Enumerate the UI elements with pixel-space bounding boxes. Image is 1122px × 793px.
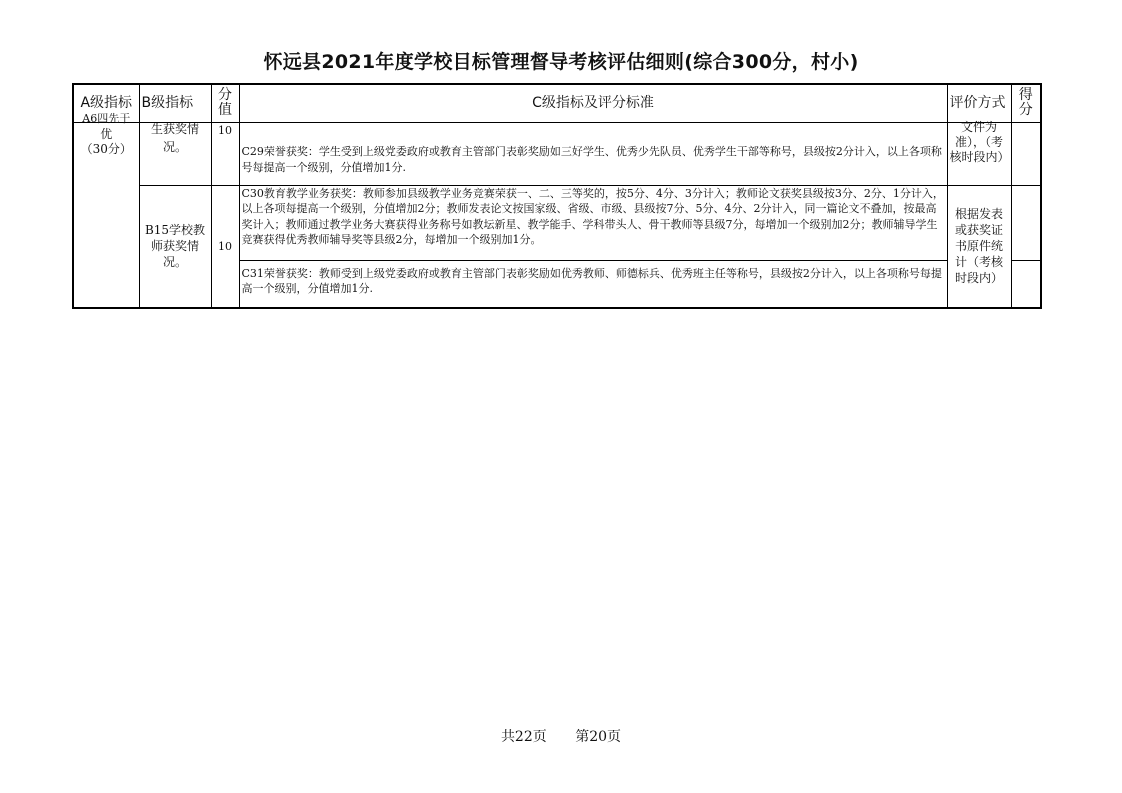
header-c-level: C级指标及评分标准 <box>239 84 947 122</box>
a-level-cell <box>73 111 139 308</box>
c30-text: C30教育教学业务获奖：教师参加县级教学业务竞赛荣获一、二、三等奖的，按5分、4分、3分计入；教师论文获奖县级按3分、2分、1分计入，以上各项每提高一个级别，分值增加2分；教师发表论文按国家级、省级、市级、县级按7分、5分、4分、2分计入，同一篇论文不叠加，按最高奖计入；教师通过教学业务大赛获得业务称号如教坛新星、教学能手、学科带头人、骨干教师等县级7分，每增加一个级别加2分；教师辅导学生竞赛获得优秀教师辅导奖等县级2分，每增加一个级别加1分。 <box>241 186 944 246</box>
header-result: 得分 <box>1011 84 1041 122</box>
c29-cell: C29荣誉获奖：学生受到上级党委政府或教育主管部门表彰奖励如三好学生、优秀少先队员、优秀学生干部等称号，县级按2分计入，以上各项称号每提高一个级别，分值增加1分. <box>239 122 947 185</box>
b14-cell <box>139 122 211 185</box>
c30-cell <box>239 185 947 260</box>
header-score: 分值 <box>211 84 239 122</box>
a-level-score: （30分） <box>80 141 132 156</box>
b15-score: 10 <box>211 185 239 308</box>
a-level-name: 优 <box>100 126 113 141</box>
b15-cell: B15学校教师获奖情况。 <box>139 185 211 308</box>
header-a-level: A级指标 <box>73 84 139 122</box>
result-cell-2 <box>1011 185 1041 260</box>
table-row <box>73 185 1041 260</box>
current-page: 第20页 <box>575 729 622 745</box>
result-cell-3 <box>1011 260 1041 308</box>
method-cell-2: 根据发表或获奖证书原件统计（考核时段内） <box>947 185 1011 308</box>
evaluation-table <box>72 83 1042 309</box>
table-header-row <box>73 84 1041 122</box>
total-pages: 共22页 <box>500 729 547 745</box>
page-footer <box>0 726 1122 746</box>
header-b-level: B级指标 <box>139 84 211 122</box>
b14-name: 生获奖情况。 <box>150 121 199 154</box>
result-cell-1 <box>1011 122 1041 185</box>
a-level-partial: A6四先于 <box>82 111 131 125</box>
page-title: 怀远县2021年度学校目标管理督导考核评估细则(综合300分，村小) <box>263 51 859 73</box>
method-cell-1 <box>947 119 1011 185</box>
header-method: 评价方式 <box>947 84 1011 122</box>
b14-score: 10 <box>211 122 239 185</box>
c31-cell: C31荣誉获奖：教师受到上级党委政府或教育主管部门表彰奖励如优秀教师、师德标兵、优秀班主任等称号，县级按2分计入，以上各项称号每提高一个级别，分值增加1分. <box>239 260 947 308</box>
table-row <box>73 122 1041 185</box>
method-text-1: 文件为准），（考核时段内） <box>949 119 1010 164</box>
